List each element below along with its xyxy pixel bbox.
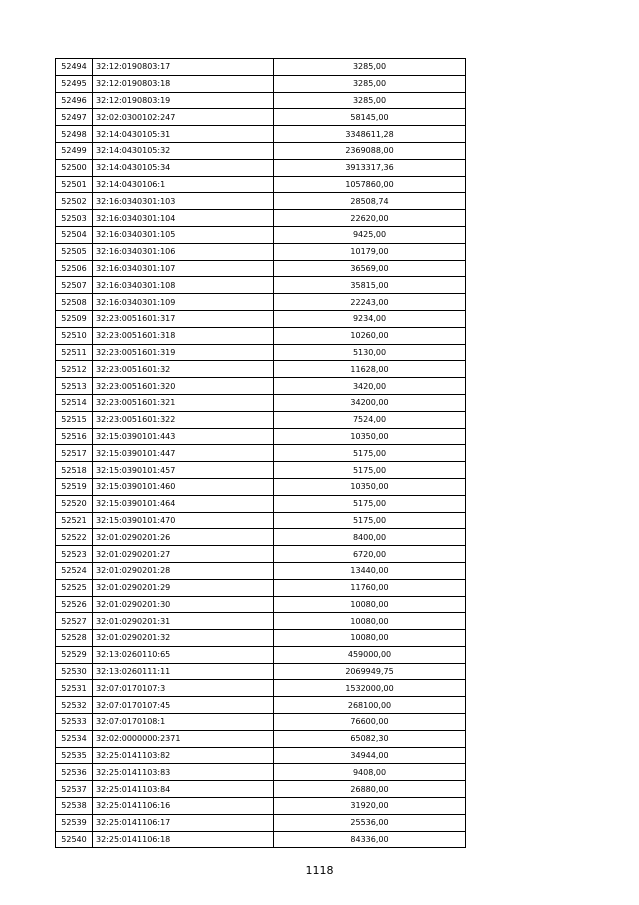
cadastral-number-cell: 32:23:0051601:319	[93, 344, 274, 361]
cadastral-number-cell: 32:01:0290201:29	[93, 579, 274, 596]
cadastral-number-cell: 32:07:0170107:3	[93, 680, 274, 697]
value-cell: 3285,00	[274, 59, 466, 76]
table-row	[56, 462, 466, 479]
value-cell: 13440,00	[274, 562, 466, 579]
cadastral-number-cell: 32:16:0340301:107	[93, 260, 274, 277]
row-number-cell: 52519	[56, 478, 93, 495]
table-row	[56, 814, 466, 831]
value-cell: 10179,00	[274, 243, 466, 260]
value-cell: 6720,00	[274, 546, 466, 563]
row-number-cell: 52496	[56, 92, 93, 109]
row-number-cell: 52517	[56, 445, 93, 462]
cadastral-number-cell: 32:23:0051601:32	[93, 361, 274, 378]
cadastral-number-cell: 32:12:0190803:17	[93, 59, 274, 76]
value-cell: 25536,00	[274, 814, 466, 831]
value-cell: 58145,00	[274, 109, 466, 126]
table-row	[56, 613, 466, 630]
row-number-cell: 52501	[56, 176, 93, 193]
cadastral-number-cell: 32:25:0141106:18	[93, 831, 274, 848]
table-row	[56, 428, 466, 445]
cadastral-number-cell: 32:16:0340301:104	[93, 210, 274, 227]
value-cell: 22620,00	[274, 210, 466, 227]
cadastral-number-cell: 32:01:0290201:26	[93, 529, 274, 546]
cadastral-number-cell: 32:15:0390101:470	[93, 512, 274, 529]
cadastral-number-cell: 32:12:0190803:18	[93, 75, 274, 92]
cadastral-number-cell: 32:13:0260110:65	[93, 646, 274, 663]
table-row	[56, 697, 466, 714]
value-cell: 1532000,00	[274, 680, 466, 697]
row-number-cell: 52532	[56, 697, 93, 714]
table-row	[56, 680, 466, 697]
row-number-cell: 52506	[56, 260, 93, 277]
row-number-cell: 52528	[56, 630, 93, 647]
row-number-cell: 52521	[56, 512, 93, 529]
table-row	[56, 512, 466, 529]
row-number-cell: 52535	[56, 747, 93, 764]
value-cell: 5130,00	[274, 344, 466, 361]
cadastral-number-cell: 32:01:0290201:31	[93, 613, 274, 630]
value-cell: 3348611,28	[274, 126, 466, 143]
table-row	[56, 75, 466, 92]
value-cell: 459000,00	[274, 646, 466, 663]
cadastral-number-cell: 32:01:0290201:28	[93, 562, 274, 579]
cadastral-number-cell: 32:01:0290201:30	[93, 596, 274, 613]
cadastral-number-cell: 32:07:0170107:45	[93, 697, 274, 714]
row-number-cell: 52537	[56, 781, 93, 798]
table-row	[56, 663, 466, 680]
value-cell: 5175,00	[274, 462, 466, 479]
table-row	[56, 378, 466, 395]
cadastral-number-cell: 32:23:0051601:322	[93, 411, 274, 428]
table-row	[56, 59, 466, 76]
cadastral-number-cell: 32:13:0260111:11	[93, 663, 274, 680]
row-number-cell: 52514	[56, 394, 93, 411]
cadastral-number-cell: 32:23:0051601:318	[93, 327, 274, 344]
row-number-cell: 52513	[56, 378, 93, 395]
cadastral-number-cell: 32:16:0340301:105	[93, 226, 274, 243]
row-number-cell: 52530	[56, 663, 93, 680]
value-cell: 1057860,00	[274, 176, 466, 193]
table-row	[56, 294, 466, 311]
value-cell: 10350,00	[274, 428, 466, 445]
row-number-cell: 52495	[56, 75, 93, 92]
value-cell: 9408,00	[274, 764, 466, 781]
row-number-cell: 52531	[56, 680, 93, 697]
page-number: 1118	[305, 864, 334, 877]
value-cell: 11760,00	[274, 579, 466, 596]
table-row	[56, 747, 466, 764]
value-cell: 22243,00	[274, 294, 466, 311]
cadastral-number-cell: 32:25:0141103:84	[93, 781, 274, 798]
row-number-cell: 52523	[56, 546, 93, 563]
cadastral-number-cell: 32:07:0170108:1	[93, 714, 274, 731]
table-row	[56, 159, 466, 176]
table-row	[56, 210, 466, 227]
value-cell: 3285,00	[274, 92, 466, 109]
table-row	[56, 730, 466, 747]
cadastral-number-cell: 32:25:0141106:17	[93, 814, 274, 831]
value-cell: 35815,00	[274, 277, 466, 294]
cadastral-number-cell: 32:15:0390101:443	[93, 428, 274, 445]
table-row	[56, 243, 466, 260]
row-number-cell: 52526	[56, 596, 93, 613]
row-number-cell: 52520	[56, 495, 93, 512]
table-row	[56, 394, 466, 411]
row-number-cell: 52538	[56, 798, 93, 815]
value-cell: 31920,00	[274, 798, 466, 815]
row-number-cell: 52507	[56, 277, 93, 294]
table-row	[56, 646, 466, 663]
cadastral-number-cell: 32:02:0300102:247	[93, 109, 274, 126]
table-row	[56, 260, 466, 277]
table-row	[56, 310, 466, 327]
value-cell: 9425,00	[274, 226, 466, 243]
cadastral-number-cell: 32:01:0290201:27	[93, 546, 274, 563]
cadastral-number-cell: 32:15:0390101:464	[93, 495, 274, 512]
table-row	[56, 176, 466, 193]
table-row	[56, 142, 466, 159]
table-row	[56, 764, 466, 781]
table-row	[56, 193, 466, 210]
table-row	[56, 831, 466, 848]
row-number-cell: 52509	[56, 310, 93, 327]
cadastral-number-cell: 32:25:0141103:83	[93, 764, 274, 781]
cadastral-number-cell: 32:23:0051601:320	[93, 378, 274, 395]
table-row	[56, 109, 466, 126]
cadastral-number-cell: 32:16:0340301:109	[93, 294, 274, 311]
row-number-cell: 52497	[56, 109, 93, 126]
row-number-cell: 52524	[56, 562, 93, 579]
row-number-cell: 52539	[56, 814, 93, 831]
row-number-cell: 52540	[56, 831, 93, 848]
value-cell: 10350,00	[274, 478, 466, 495]
value-cell: 3913317,36	[274, 159, 466, 176]
row-number-cell: 52500	[56, 159, 93, 176]
table-row	[56, 781, 466, 798]
cadastral-number-cell: 32:25:0141103:82	[93, 747, 274, 764]
row-number-cell: 52502	[56, 193, 93, 210]
cadastral-number-cell: 32:14:0430106:1	[93, 176, 274, 193]
value-cell: 28508,74	[274, 193, 466, 210]
value-cell: 26880,00	[274, 781, 466, 798]
value-cell: 5175,00	[274, 495, 466, 512]
row-number-cell: 52511	[56, 344, 93, 361]
row-number-cell: 52512	[56, 361, 93, 378]
value-cell: 5175,00	[274, 512, 466, 529]
value-cell: 2069949,75	[274, 663, 466, 680]
row-number-cell: 52499	[56, 142, 93, 159]
table-row	[56, 92, 466, 109]
row-number-cell: 52522	[56, 529, 93, 546]
cadastral-value-table	[55, 58, 466, 848]
cadastral-number-cell: 32:15:0390101:460	[93, 478, 274, 495]
cadastral-number-cell: 32:12:0190803:19	[93, 92, 274, 109]
table-row	[56, 495, 466, 512]
value-cell: 10080,00	[274, 596, 466, 613]
cadastral-number-cell: 32:14:0430105:32	[93, 142, 274, 159]
table-row	[56, 277, 466, 294]
row-number-cell: 52518	[56, 462, 93, 479]
table-row	[56, 478, 466, 495]
row-number-cell: 52515	[56, 411, 93, 428]
table-row	[56, 798, 466, 815]
cadastral-number-cell: 32:14:0430105:34	[93, 159, 274, 176]
table-row	[56, 546, 466, 563]
table-body	[56, 59, 466, 848]
value-cell: 76600,00	[274, 714, 466, 731]
value-cell: 7524,00	[274, 411, 466, 428]
table-row	[56, 361, 466, 378]
row-number-cell: 52505	[56, 243, 93, 260]
value-cell: 9234,00	[274, 310, 466, 327]
table-row	[56, 327, 466, 344]
value-cell: 268100,00	[274, 697, 466, 714]
row-number-cell: 52525	[56, 579, 93, 596]
table-row	[56, 344, 466, 361]
value-cell: 3420,00	[274, 378, 466, 395]
row-number-cell: 52527	[56, 613, 93, 630]
row-number-cell: 52508	[56, 294, 93, 311]
row-number-cell: 52494	[56, 59, 93, 76]
cadastral-number-cell: 32:14:0430105:31	[93, 126, 274, 143]
cadastral-number-cell: 32:01:0290201:32	[93, 630, 274, 647]
value-cell: 8400,00	[274, 529, 466, 546]
row-number-cell: 52516	[56, 428, 93, 445]
table-row	[56, 445, 466, 462]
value-cell: 3285,00	[274, 75, 466, 92]
table-row	[56, 630, 466, 647]
value-cell: 34200,00	[274, 394, 466, 411]
cadastral-number-cell: 32:16:0340301:106	[93, 243, 274, 260]
value-cell: 11628,00	[274, 361, 466, 378]
value-cell: 10080,00	[274, 613, 466, 630]
value-cell: 36569,00	[274, 260, 466, 277]
table-row	[56, 714, 466, 731]
row-number-cell: 52498	[56, 126, 93, 143]
value-cell: 5175,00	[274, 445, 466, 462]
cadastral-number-cell: 32:23:0051601:317	[93, 310, 274, 327]
cadastral-number-cell: 32:16:0340301:108	[93, 277, 274, 294]
table-row	[56, 226, 466, 243]
row-number-cell: 52536	[56, 764, 93, 781]
table-row	[56, 529, 466, 546]
cadastral-number-cell: 32:25:0141106:16	[93, 798, 274, 815]
cadastral-number-cell: 32:02:0000000:2371	[93, 730, 274, 747]
value-cell: 10260,00	[274, 327, 466, 344]
table-row	[56, 596, 466, 613]
row-number-cell: 52503	[56, 210, 93, 227]
row-number-cell: 52510	[56, 327, 93, 344]
cadastral-number-cell: 32:16:0340301:103	[93, 193, 274, 210]
value-cell: 84336,00	[274, 831, 466, 848]
table-row	[56, 579, 466, 596]
row-number-cell: 52504	[56, 226, 93, 243]
table-row	[56, 126, 466, 143]
value-cell: 34944,00	[274, 747, 466, 764]
cadastral-number-cell: 32:23:0051601:321	[93, 394, 274, 411]
table-row	[56, 562, 466, 579]
row-number-cell: 52534	[56, 730, 93, 747]
table-row	[56, 411, 466, 428]
cadastral-number-cell: 32:15:0390101:457	[93, 462, 274, 479]
value-cell: 10080,00	[274, 630, 466, 647]
cadastral-number-cell: 32:15:0390101:447	[93, 445, 274, 462]
row-number-cell: 52529	[56, 646, 93, 663]
value-cell: 2369088,00	[274, 142, 466, 159]
row-number-cell: 52533	[56, 714, 93, 731]
value-cell: 65082,30	[274, 730, 466, 747]
